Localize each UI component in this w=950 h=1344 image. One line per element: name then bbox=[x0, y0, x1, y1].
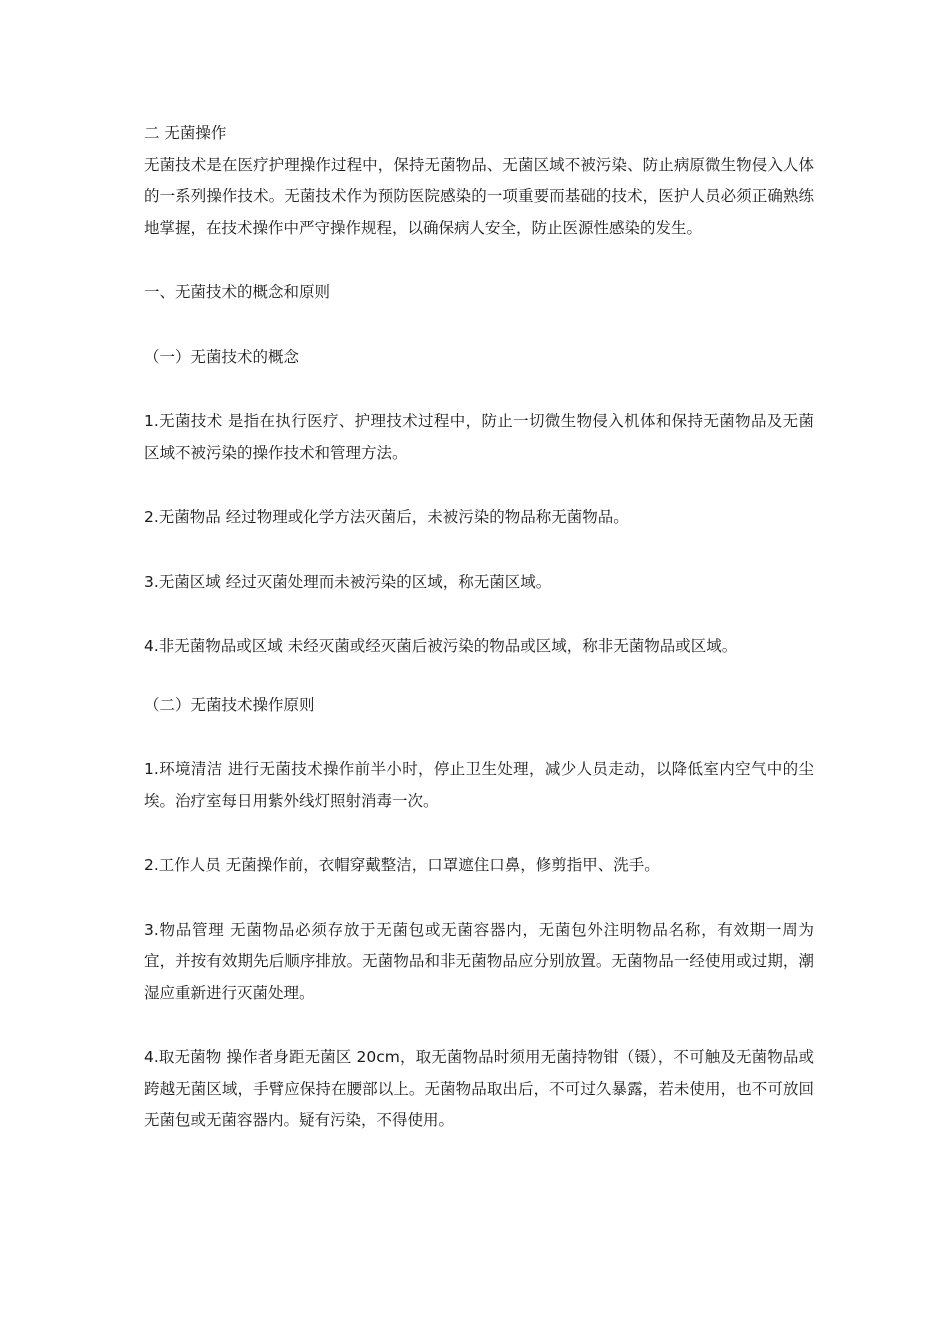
concept-item-2: 2.无菌物品 经过物理或化学方法灭菌后，未被污染的物品称无菌物品。 bbox=[144, 508, 629, 526]
document-body bbox=[144, 118, 814, 1137]
heading-concepts-principles: 一、无菌技术的概念和原则 bbox=[144, 283, 331, 301]
principle-item-2: 2.工作人员 无菌操作前，衣帽穿戴整洁，口罩遮住口鼻，修剪指甲、洗手。 bbox=[144, 856, 660, 874]
section-title: 二 无菌操作 bbox=[144, 124, 227, 142]
subheading-concept: （一）无菌技术的概念 bbox=[144, 347, 300, 366]
principle-item-4: 4.取无菌物 操作者身距无菌区 20cm，取无菌物品时须用无菌持物钳（镊），不可触及无菌物品或跨越无菌区域，手臂应保持在腰部以上。无菌物品取出后，不可过久暴露，若未使用，也不可放回无菌包或无菌容器内。疑有污染，不得使用。 bbox=[144, 1048, 814, 1129]
intro-paragraph: 无菌技术是在医疗护理操作过程中，保持无菌物品、无菌区域不被污染、防止病原微生物侵入人体的一系列操作技术。无菌技术作为预防医院感染的一项重要而基础的技术，医护人员必须正确熟练地掌握，在技术操作中严守操作规程，以确保病人安全，防止医源性感染的发生。 bbox=[144, 155, 814, 237]
subheading-principles: （二）无菌技术操作原则 bbox=[144, 695, 315, 714]
concept-item-3: 3.无菌区域 经过灭菌处理而未被污染的区域，称无菌区域。 bbox=[144, 572, 552, 591]
concept-item-1: 1.无菌技术 是指在执行医疗、护理技术过程中，防止一切微生物侵入机体和保持无菌物品及无菌区域不被污染的操作技术和管理方法。 bbox=[144, 412, 814, 462]
principle-item-1: 1.环境清洁 进行无菌技术操作前半小时，停止卫生处理，减少人员走动，以降低室内空气中的尘埃。治疗室每日用紫外线灯照射消毒一次。 bbox=[144, 760, 814, 810]
concept-item-4: 4.非无菌物品或区域 未经灭菌或经灭菌后被污染的物品或区域，称非无菌物品或区域。 bbox=[144, 637, 738, 655]
principle-item-3: 3.物品管理 无菌物品必须存放于无菌包或无菌容器内，无菌包外注明物品名称，有效期一周为宜，并按有效期先后顺序排放。无菌物品和非无菌物品应分别放置。无菌物品一经使用或过期，潮湿应重新进行灭菌处理。 bbox=[144, 920, 814, 1002]
